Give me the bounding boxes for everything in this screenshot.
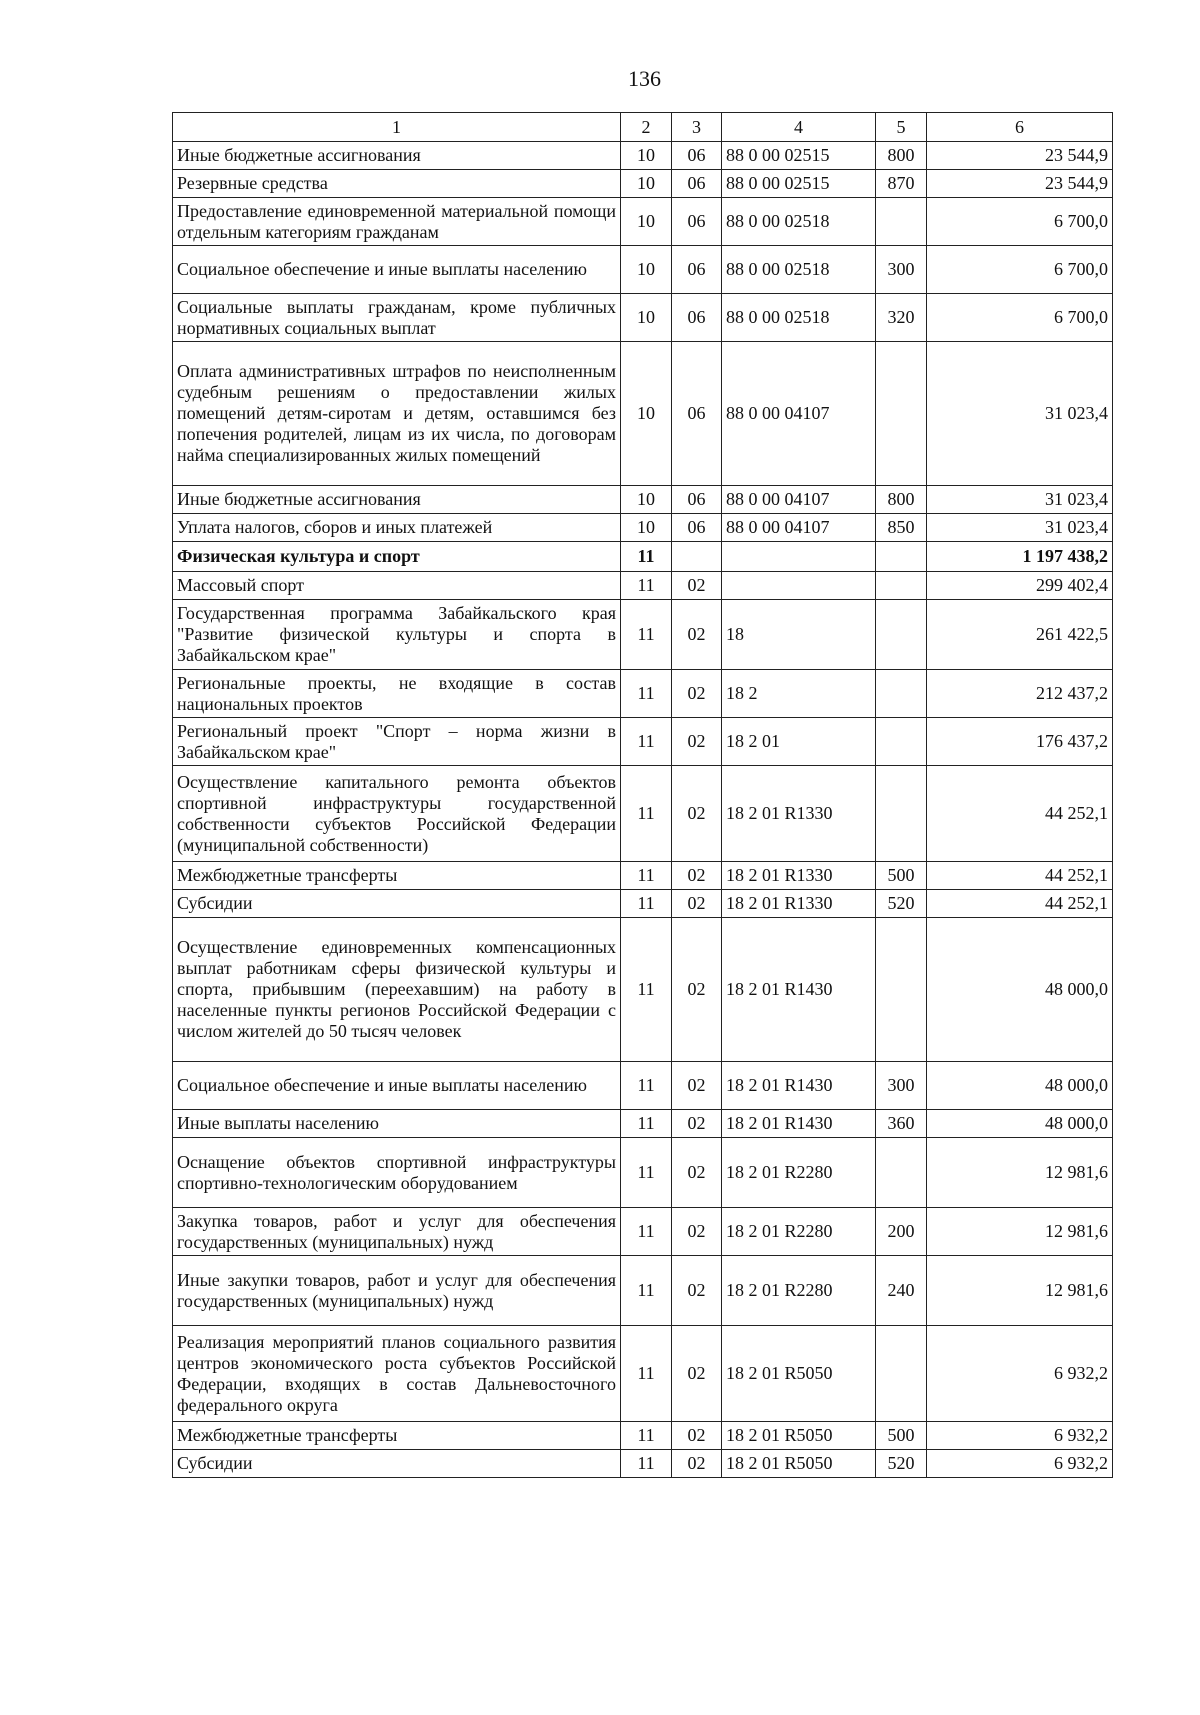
row-subsection-cell: 06 <box>672 170 722 198</box>
row-amount-cell: 12 981,6 <box>927 1208 1113 1256</box>
row-target-article-cell <box>722 572 876 600</box>
row-section-cell: 10 <box>621 514 672 542</box>
row-amount-cell: 12 981,6 <box>927 1138 1113 1208</box>
row-amount-cell: 44 252,1 <box>927 766 1113 862</box>
row-name-cell: Закупка товаров, работ и услуг для обеспечения государственных (муниципальных) нужд <box>173 1208 621 1256</box>
table-row <box>173 1256 1113 1326</box>
table-row <box>173 766 1113 862</box>
row-name-cell: Субсидии <box>173 890 621 918</box>
table-row <box>173 1208 1113 1256</box>
row-expense-type-cell: 500 <box>876 862 927 890</box>
row-target-article-cell: 88 0 00 02518 <box>722 198 876 246</box>
row-name-cell: Осуществление капитального ремонта объектов спортивной инфраструктуры государственной собственности субъектов Российской Федерации (муниципальной собственности) <box>173 766 621 862</box>
row-name-cell: Межбюджетные трансферты <box>173 1422 621 1450</box>
row-name-cell: Осуществление единовременных компенсационных выплат работникам сферы физической культуры и спорта, прибывшим (переехавшим) на работу в населенные пункты регионов Российской Федерации с числом жителей до 50 тысяч человек <box>173 918 621 1062</box>
row-name-cell: Реализация мероприятий планов социального развития центров экономического роста субъектов Российской Федерации, входящих в состав Дальневосточного федерального округа <box>173 1326 621 1422</box>
row-subsection-cell: 06 <box>672 342 722 486</box>
row-expense-type-cell: 520 <box>876 1450 927 1478</box>
row-target-article-cell: 18 2 01 R1330 <box>722 766 876 862</box>
row-name-cell: Иные бюджетные ассигнования <box>173 142 621 170</box>
row-target-article-cell: 88 0 00 04107 <box>722 514 876 542</box>
row-amount-cell: 23 544,9 <box>927 170 1113 198</box>
row-expense-type-cell: 360 <box>876 1110 927 1138</box>
row-section-cell: 10 <box>621 342 672 486</box>
row-target-article-cell: 18 2 01 R5050 <box>722 1450 876 1478</box>
row-amount-cell: 31 023,4 <box>927 514 1113 542</box>
row-name-cell: Иные выплаты населению <box>173 1110 621 1138</box>
row-expense-type-cell <box>876 542 927 572</box>
row-subsection-cell: 06 <box>672 246 722 294</box>
row-section-cell: 11 <box>621 918 672 1062</box>
row-name-cell: Социальные выплаты гражданам, кроме публичных нормативных социальных выплат <box>173 294 621 342</box>
row-expense-type-cell <box>876 670 927 718</box>
table-row <box>173 600 1113 670</box>
row-expense-type-cell <box>876 918 927 1062</box>
row-section-cell: 10 <box>621 198 672 246</box>
row-target-article-cell: 88 0 00 02515 <box>722 142 876 170</box>
row-expense-type-cell <box>876 1326 927 1422</box>
row-subsection-cell: 02 <box>672 1256 722 1326</box>
header-col-3: 3 <box>672 113 722 142</box>
row-subsection-cell: 02 <box>672 918 722 1062</box>
row-subsection-cell: 02 <box>672 670 722 718</box>
table-row <box>173 718 1113 766</box>
header-col-4: 4 <box>722 113 876 142</box>
row-subsection-cell: 02 <box>672 862 722 890</box>
header-col-5: 5 <box>876 113 927 142</box>
row-target-article-cell: 18 2 01 R1330 <box>722 890 876 918</box>
row-expense-type-cell <box>876 1138 927 1208</box>
table-row <box>173 918 1113 1062</box>
row-target-article-cell: 18 2 01 R5050 <box>722 1422 876 1450</box>
table-row <box>173 670 1113 718</box>
row-name-cell: Уплата налогов, сборов и иных платежей <box>173 514 621 542</box>
row-section-cell: 11 <box>621 1138 672 1208</box>
row-amount-cell: 6 700,0 <box>927 294 1113 342</box>
row-amount-cell: 212 437,2 <box>927 670 1113 718</box>
row-section-cell: 11 <box>621 1422 672 1450</box>
row-subsection-cell: 02 <box>672 572 722 600</box>
row-subsection-cell: 06 <box>672 142 722 170</box>
row-expense-type-cell: 800 <box>876 142 927 170</box>
row-section-cell: 10 <box>621 170 672 198</box>
row-subsection-cell: 02 <box>672 1110 722 1138</box>
table-row <box>173 514 1113 542</box>
row-section-cell: 11 <box>621 572 672 600</box>
row-expense-type-cell: 320 <box>876 294 927 342</box>
header-col-6: 6 <box>927 113 1113 142</box>
row-section-cell: 11 <box>621 1208 672 1256</box>
row-name-cell: Оснащение объектов спортивной инфраструктуры спортивно-технологическим оборудованием <box>173 1138 621 1208</box>
row-name-cell: Субсидии <box>173 1450 621 1478</box>
row-name-cell: Резервные средства <box>173 170 621 198</box>
row-amount-cell: 6 700,0 <box>927 246 1113 294</box>
row-subsection-cell: 06 <box>672 514 722 542</box>
row-amount-cell: 6 932,2 <box>927 1450 1113 1478</box>
row-subsection-cell: 02 <box>672 1450 722 1478</box>
row-amount-cell: 31 023,4 <box>927 486 1113 514</box>
row-expense-type-cell <box>876 600 927 670</box>
row-subsection-cell: 02 <box>672 600 722 670</box>
row-name-cell: Региональные проекты, не входящие в состав национальных проектов <box>173 670 621 718</box>
row-expense-type-cell: 800 <box>876 486 927 514</box>
row-target-article-cell: 18 2 01 R1430 <box>722 1110 876 1138</box>
row-section-cell: 11 <box>621 890 672 918</box>
row-expense-type-cell <box>876 572 927 600</box>
header-col-2: 2 <box>621 113 672 142</box>
row-amount-cell: 12 981,6 <box>927 1256 1113 1326</box>
row-target-article-cell: 18 2 01 <box>722 718 876 766</box>
row-target-article-cell: 18 <box>722 600 876 670</box>
row-section-cell: 10 <box>621 142 672 170</box>
row-target-article-cell: 18 2 01 R2280 <box>722 1256 876 1326</box>
row-amount-cell: 261 422,5 <box>927 600 1113 670</box>
row-target-article-cell: 18 2 01 R2280 <box>722 1208 876 1256</box>
row-name-cell: Социальное обеспечение и иные выплаты населению <box>173 1062 621 1110</box>
row-target-article-cell: 18 2 01 R5050 <box>722 1326 876 1422</box>
row-section-cell: 11 <box>621 1450 672 1478</box>
row-expense-type-cell: 300 <box>876 1062 927 1110</box>
row-name-cell: Иные закупки товаров, работ и услуг для обеспечения государственных (муниципальных) нужд <box>173 1256 621 1326</box>
table-body <box>173 142 1113 1478</box>
row-subsection-cell: 02 <box>672 718 722 766</box>
row-subsection-cell: 06 <box>672 486 722 514</box>
page-number: 136 <box>628 66 661 91</box>
row-subsection-cell: 06 <box>672 198 722 246</box>
row-section-cell: 11 <box>621 1256 672 1326</box>
table-header-row <box>173 113 1113 142</box>
table-row <box>173 1422 1113 1450</box>
row-expense-type-cell: 520 <box>876 890 927 918</box>
row-name-cell: Социальное обеспечение и иные выплаты населению <box>173 246 621 294</box>
row-amount-cell: 176 437,2 <box>927 718 1113 766</box>
table-row <box>173 342 1113 486</box>
row-section-cell: 11 <box>621 718 672 766</box>
table-row <box>173 142 1113 170</box>
row-expense-type-cell: 870 <box>876 170 927 198</box>
row-amount-cell: 6 700,0 <box>927 198 1113 246</box>
row-amount-cell: 6 932,2 <box>927 1326 1113 1422</box>
row-expense-type-cell: 500 <box>876 1422 927 1450</box>
row-amount-cell: 48 000,0 <box>927 918 1113 1062</box>
table-row <box>173 890 1113 918</box>
table-row <box>173 1138 1113 1208</box>
table-row <box>173 246 1113 294</box>
table-row <box>173 198 1113 246</box>
row-expense-type-cell <box>876 198 927 246</box>
row-expense-type-cell: 850 <box>876 514 927 542</box>
row-subsection-cell: 02 <box>672 1326 722 1422</box>
row-target-article-cell: 18 2 01 R1430 <box>722 1062 876 1110</box>
row-target-article-cell: 88 0 00 02515 <box>722 170 876 198</box>
row-target-article-cell: 18 2 01 R2280 <box>722 1138 876 1208</box>
row-expense-type-cell <box>876 342 927 486</box>
row-name-cell: Государственная программа Забайкальского края "Развитие физической культуры и спорта в Забайкальском крае" <box>173 600 621 670</box>
row-target-article-cell <box>722 542 876 572</box>
row-target-article-cell: 88 0 00 02518 <box>722 294 876 342</box>
table-row <box>173 1326 1113 1422</box>
row-amount-cell: 23 544,9 <box>927 142 1113 170</box>
row-subsection-cell: 02 <box>672 890 722 918</box>
row-target-article-cell: 88 0 00 04107 <box>722 486 876 514</box>
row-target-article-cell: 88 0 00 02518 <box>722 246 876 294</box>
table-row <box>173 170 1113 198</box>
row-amount-cell: 44 252,1 <box>927 862 1113 890</box>
row-section-cell: 11 <box>621 670 672 718</box>
row-expense-type-cell: 200 <box>876 1208 927 1256</box>
row-section-cell: 11 <box>621 766 672 862</box>
row-section-cell: 10 <box>621 246 672 294</box>
row-expense-type-cell <box>876 718 927 766</box>
row-subsection-cell: 02 <box>672 766 722 862</box>
row-section-cell: 10 <box>621 486 672 514</box>
row-target-article-cell: 18 2 01 R1330 <box>722 862 876 890</box>
row-name-cell: Иные бюджетные ассигнования <box>173 486 621 514</box>
row-expense-type-cell: 300 <box>876 246 927 294</box>
row-section-cell: 11 <box>621 862 672 890</box>
row-name-cell: Физическая культура и спорт <box>173 542 621 572</box>
row-subsection-cell: 02 <box>672 1062 722 1110</box>
row-target-article-cell: 88 0 00 04107 <box>722 342 876 486</box>
row-subsection-cell: 02 <box>672 1208 722 1256</box>
table-row <box>173 862 1113 890</box>
row-name-cell: Оплата административных штрафов по неисполненным судебным решениям о предоставлении жилых помещений детям-сиротам и детям, оставшимся без попечения родителей, лицам из их числа, по договорам найма специализированных жилых помещений <box>173 342 621 486</box>
row-amount-cell: 31 023,4 <box>927 342 1113 486</box>
row-expense-type-cell <box>876 766 927 862</box>
row-amount-cell: 299 402,4 <box>927 572 1113 600</box>
table-row <box>173 572 1113 600</box>
row-target-article-cell: 18 2 01 R1430 <box>722 918 876 1062</box>
header-col-1: 1 <box>173 113 621 142</box>
row-expense-type-cell: 240 <box>876 1256 927 1326</box>
row-subsection-cell: 06 <box>672 294 722 342</box>
row-name-cell: Предоставление единовременной материальной помощи отдельным категориям гражданам <box>173 198 621 246</box>
row-amount-cell: 44 252,1 <box>927 890 1113 918</box>
row-amount-cell: 48 000,0 <box>927 1110 1113 1138</box>
row-subsection-cell: 02 <box>672 1138 722 1208</box>
row-subsection-cell <box>672 542 722 572</box>
table-row <box>173 486 1113 514</box>
row-amount-cell: 1 197 438,2 <box>927 542 1113 572</box>
row-target-article-cell: 18 2 <box>722 670 876 718</box>
row-name-cell: Массовый спорт <box>173 572 621 600</box>
table-row <box>173 1450 1113 1478</box>
row-name-cell: Межбюджетные трансферты <box>173 862 621 890</box>
table-row <box>173 294 1113 342</box>
row-section-cell: 11 <box>621 600 672 670</box>
row-subsection-cell: 02 <box>672 1422 722 1450</box>
row-section-cell: 11 <box>621 1062 672 1110</box>
table-row <box>173 542 1113 572</box>
row-section-cell: 11 <box>621 1326 672 1422</box>
row-section-cell: 11 <box>621 1110 672 1138</box>
row-section-cell: 10 <box>621 294 672 342</box>
row-amount-cell: 48 000,0 <box>927 1062 1113 1110</box>
table-row <box>173 1062 1113 1110</box>
budget-table <box>172 112 1113 1478</box>
row-amount-cell: 6 932,2 <box>927 1422 1113 1450</box>
table-row <box>173 1110 1113 1138</box>
row-name-cell: Региональный проект "Спорт – норма жизни в Забайкальском крае" <box>173 718 621 766</box>
row-section-cell: 11 <box>621 542 672 572</box>
